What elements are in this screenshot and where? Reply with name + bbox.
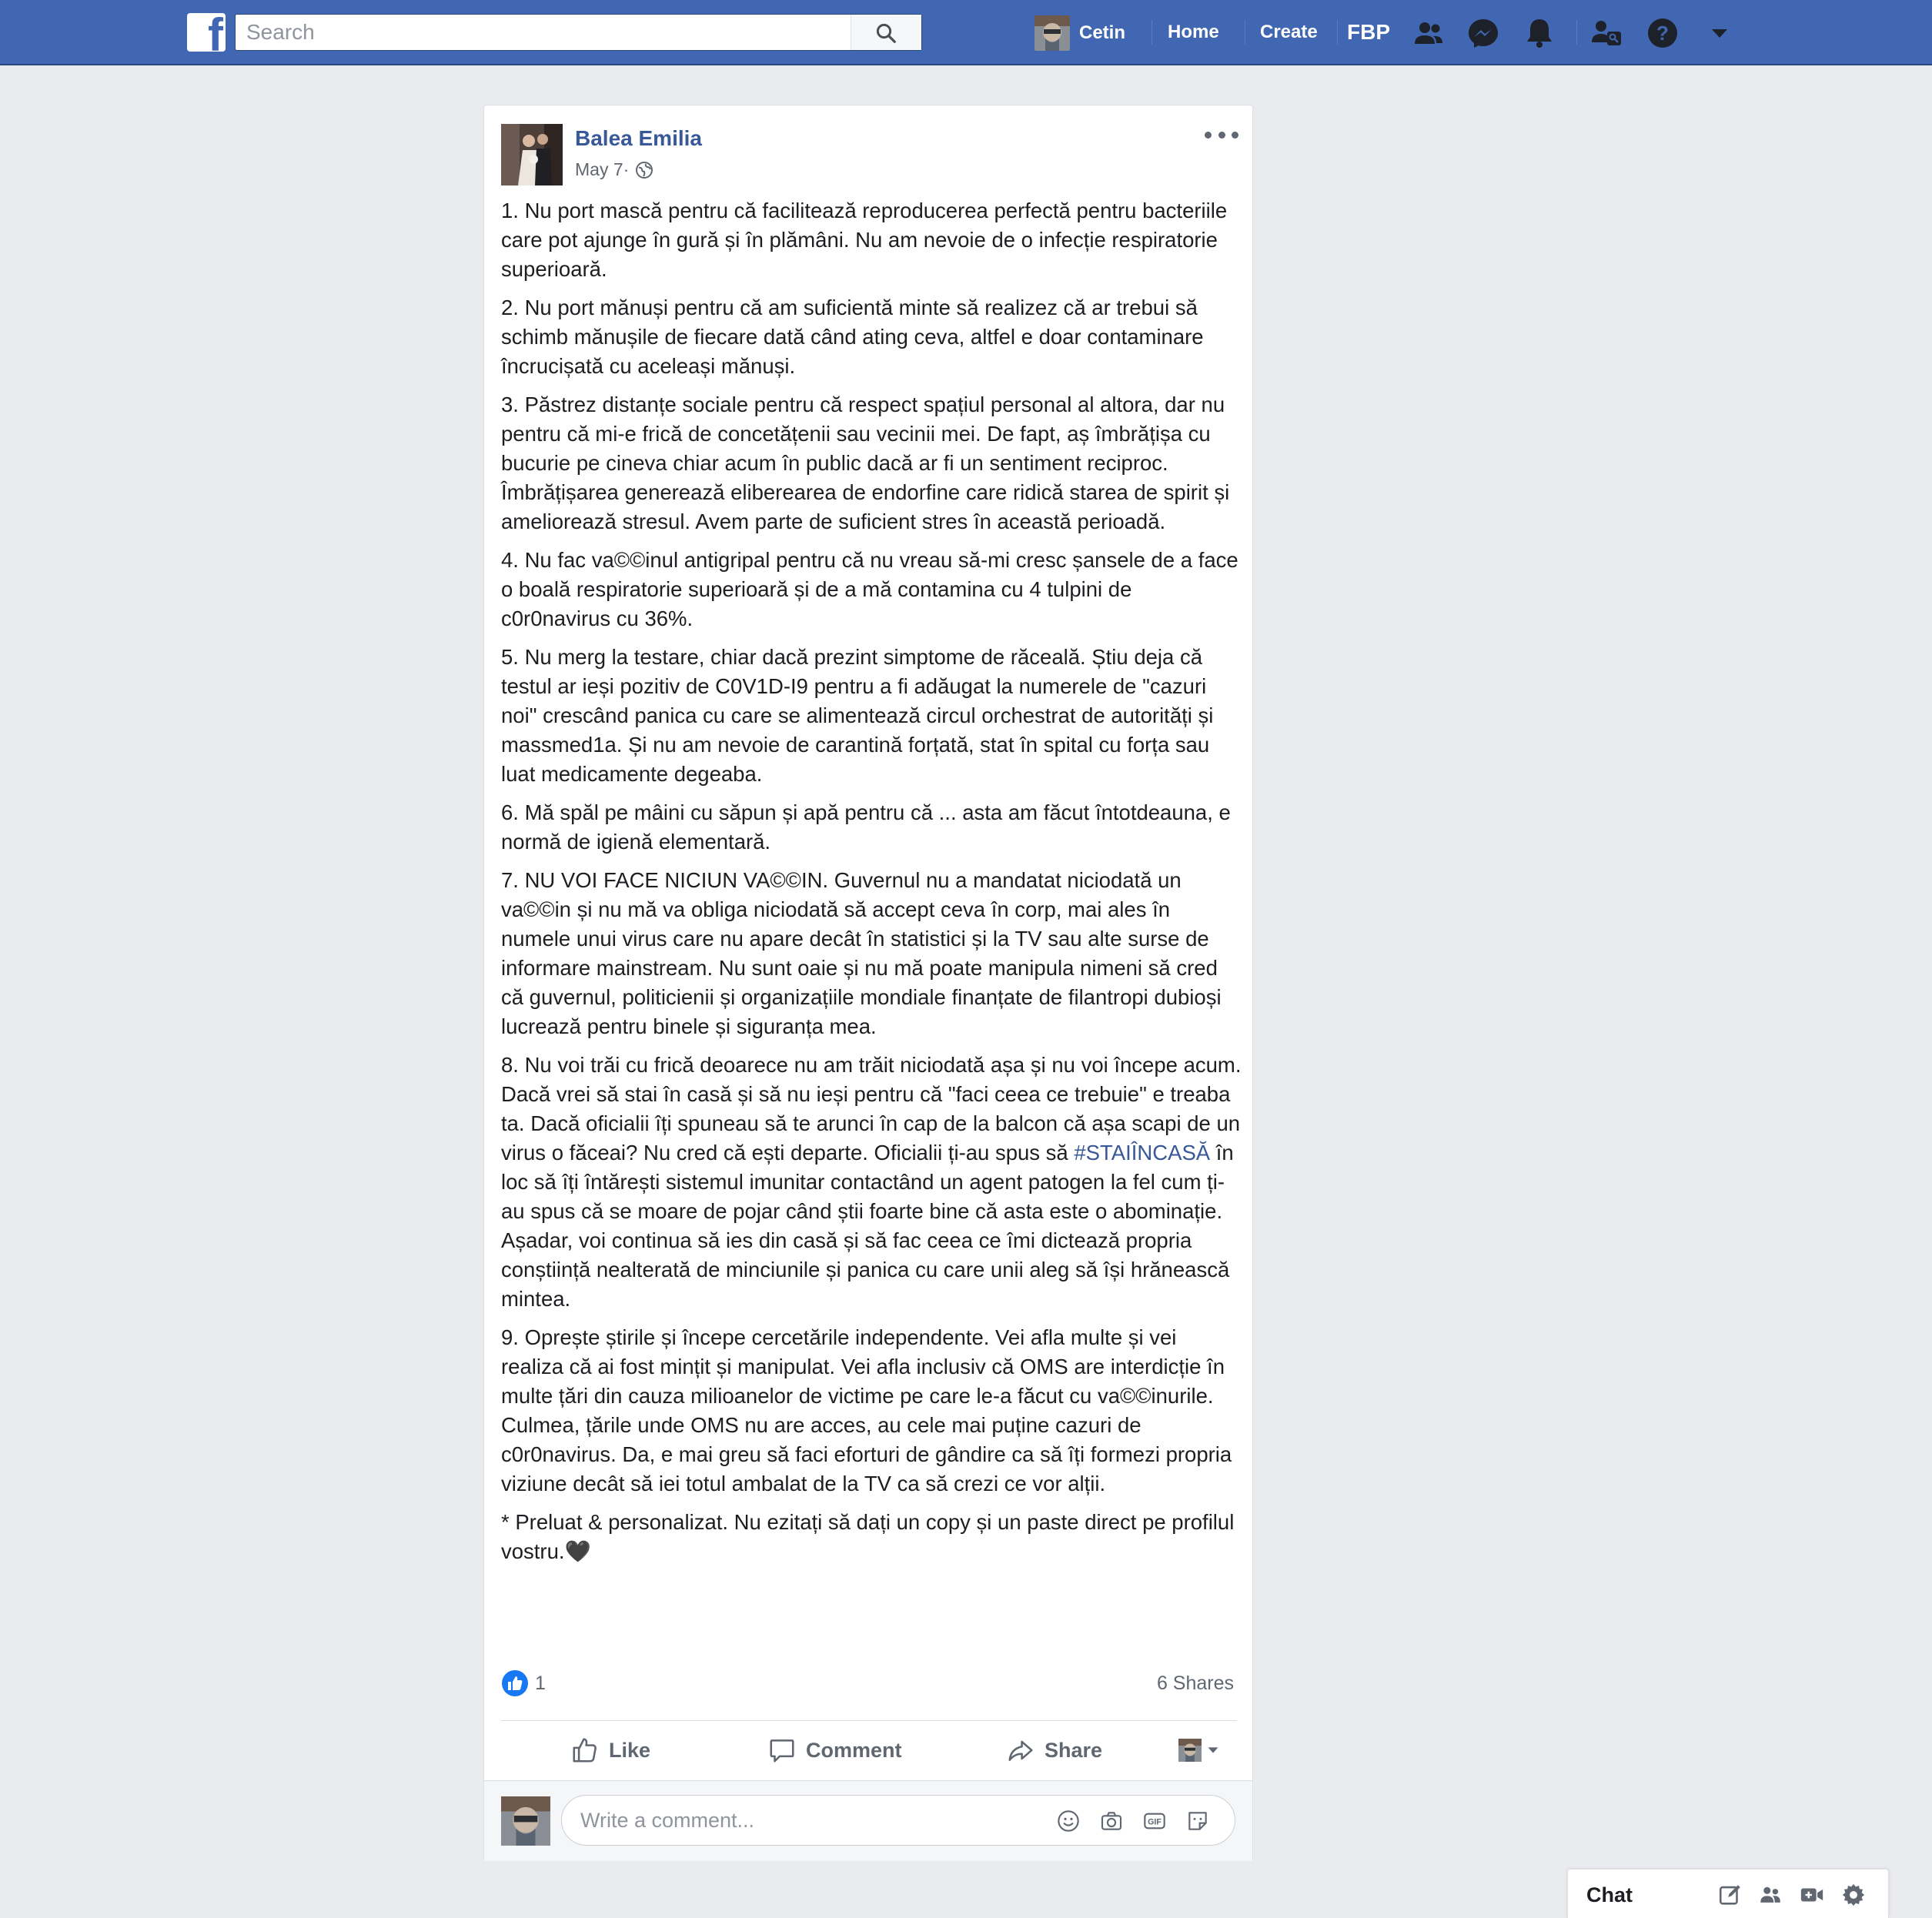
hashtag-link[interactable]: #STAIÎNCASĂ bbox=[1074, 1141, 1211, 1164]
fbp-link[interactable]: FBP bbox=[1347, 20, 1390, 44]
nav-divider bbox=[1576, 20, 1577, 45]
like-label: Like bbox=[609, 1738, 651, 1762]
post-paragraph: 3. Păstrez distanțe sociale pentru că respect spațiul personal al altora, dar nu pentru că mi-e frică de concetățenii sau vecinii mei. De fapt, aș îmbrățișa cu bucurie pe cineva chiar acum în public dacă ar fi un sentiment reciproc. Îmbrățișarea generează eliberearea de endorfine care ridică starea de spirit și ameliorează stresul. Avem parte de suficient stres în această perioadă. bbox=[501, 393, 1230, 533]
reaction-count: 1 bbox=[535, 1672, 546, 1694]
dot bbox=[1218, 132, 1225, 139]
post-paragraph bbox=[501, 1051, 1242, 1226]
user-avatar bbox=[501, 1796, 550, 1846]
post-date[interactable]: May 7 bbox=[575, 159, 623, 179]
divider bbox=[501, 1720, 1237, 1721]
create-link[interactable]: Create bbox=[1260, 22, 1318, 42]
meta-separator: · bbox=[623, 159, 630, 179]
reaction-summary[interactable] bbox=[501, 1669, 546, 1697]
friends-icon[interactable] bbox=[1410, 15, 1447, 52]
new-group-icon[interactable] bbox=[1757, 1882, 1783, 1908]
user-avatar bbox=[1178, 1739, 1202, 1762]
user-avatar bbox=[1035, 15, 1070, 51]
search-icon bbox=[874, 22, 897, 45]
post-paragraph: * Preluat & personalizat. Nu ezitați să dați un copy și un paste direct pe profilul vostru.🖤 bbox=[501, 1510, 1235, 1563]
post-paragraph: 7. NU VOI FACE NICIUN VA©©IN. Guvernul nu a mandatat niciodată un va©©in și nu mă va obliga niciodată să accept ceva în corp, mai ales în numele unui virus care nu apare decât în statistici și la TV sau alte surse de informare mainstream. Nu sunt oaie și nu mă poate manipula nimeni să cred că guvernul, politicienii și organizațiile mondiale finanțate de filantropi dubioși lucrează pentru binele și siguranța mea. bbox=[501, 868, 1222, 1038]
chevron-down-icon bbox=[1205, 1742, 1222, 1759]
svg-text:GIF: GIF bbox=[1148, 1817, 1162, 1827]
dot bbox=[1205, 132, 1212, 139]
help-icon[interactable] bbox=[1644, 15, 1681, 52]
share-icon bbox=[1006, 1736, 1035, 1765]
chat-label: Chat bbox=[1586, 1883, 1633, 1906]
gif-icon[interactable] bbox=[1142, 1809, 1167, 1833]
comment-label: Comment bbox=[806, 1738, 902, 1762]
author-avatar[interactable] bbox=[501, 124, 563, 185]
facebook-logo[interactable]: f bbox=[187, 13, 226, 52]
post-options-button[interactable] bbox=[1205, 127, 1238, 142]
user-name: Cetin bbox=[1079, 22, 1125, 43]
like-button[interactable] bbox=[570, 1731, 650, 1769]
sticker-icon[interactable] bbox=[1185, 1809, 1210, 1833]
home-link[interactable]: Home bbox=[1168, 22, 1219, 42]
comment-button[interactable] bbox=[767, 1731, 902, 1769]
post-paragraph: Așadar, voi continua să ies din casă și să fac ceea ce îmi dictează propria conștiință nealterată de minciunile și panica cu care unii aleg să își hrănească mintea. bbox=[501, 1228, 1230, 1311]
post-paragraph: 9. Oprește știrile și începe cercetările independente. Vei afla multe și vei realiza că ai fost mințit și manipulat. Vei afla inclusiv că OMS are interdicție în multe țări din cauza milioanelor de victime pe care le-a făcut cu va©©inurile. Culmea, țările unde OMS nu are acces, au cele mai puține cazuri de c0r0navirus. Da, e mai greu să faci eforturi de gândire ca să îți formezi propria viziune decât să iei totul ambalat de la TV ca să crezi ce vor alții. bbox=[501, 1325, 1232, 1495]
camera-icon[interactable] bbox=[1099, 1809, 1124, 1833]
messenger-icon[interactable] bbox=[1465, 15, 1502, 52]
share-button[interactable] bbox=[1006, 1731, 1102, 1769]
globe-icon[interactable] bbox=[635, 161, 653, 179]
video-call-icon[interactable] bbox=[1799, 1882, 1825, 1908]
search-bar bbox=[235, 14, 922, 51]
chat-bar[interactable] bbox=[1567, 1869, 1889, 1918]
post-paragraph: 4. Nu fac va©©inul antigripal pentru că nu vreau să-mi cresc șansele de a face o boală respiratorie superioară și de a mă contamina cu 4 tulpini de c0r0navirus cu 36%. bbox=[501, 548, 1238, 630]
nav-divider bbox=[1337, 20, 1338, 45]
post-paragraph: 6. Mă spăl pe mâini cu săpun și apă pentru că ... asta am făcut întotdeauna, e normă de igienă elementară. bbox=[501, 800, 1231, 854]
dot bbox=[1232, 132, 1238, 139]
like-reaction-icon bbox=[501, 1669, 529, 1697]
paragraph-text: în loc să îți întărești sistemul imunitar contactând un agent patogen la fel cum ți-au spus că se moare de pojar când știi foarte bine că asta este o abominație. bbox=[501, 1141, 1234, 1223]
top-navigation-bar bbox=[0, 0, 1932, 65]
comment-icon bbox=[767, 1736, 797, 1765]
account-menu-icon[interactable] bbox=[1701, 15, 1738, 52]
search-button[interactable] bbox=[851, 15, 921, 50]
post-card bbox=[483, 105, 1253, 1861]
comment-input[interactable] bbox=[580, 1796, 1042, 1845]
author-name[interactable]: Balea Emilia bbox=[575, 126, 702, 150]
notifications-icon[interactable] bbox=[1521, 15, 1558, 52]
emoji-icon[interactable] bbox=[1056, 1809, 1081, 1833]
comment-input-box bbox=[561, 1795, 1235, 1846]
post-meta bbox=[575, 159, 653, 180]
find-friends-icon[interactable] bbox=[1589, 15, 1626, 52]
paragraph-text: 8. Nu voi trăi cu frică deoarece nu am trăit niciodată așa și nu voi începe acum. Dacă vrei să stai în casă și să nu ieși pentru că "faci ceea ce trebuie" e treaba ta. Dacă oficialii îți spuneau să te arunci în cap de la balcon că așa scapi de un virus o făceai? Nu cred că ești departe. Oficialii ți-au spus să bbox=[501, 1053, 1242, 1164]
post-body bbox=[501, 196, 1242, 1576]
share-as-selector[interactable] bbox=[1178, 1739, 1222, 1762]
svg-text:?: ? bbox=[1656, 22, 1669, 45]
post-paragraph: 2. Nu port mănuși pentru că am suficientă minte să realizez că ar trebui să schimb mănușile de fiecare dată când ating ceva, altfel e doar contaminare încrucișată cu aceleași mănuși. bbox=[501, 296, 1204, 378]
new-message-icon[interactable] bbox=[1717, 1882, 1743, 1908]
post-paragraph: 1. Nu port mască pentru că facilitează reproducerea perfectă pentru bacteriile care pot ajunge în gură și în plămâni. Nu am nevoie de o infecție respiratorie superioară. bbox=[501, 199, 1228, 281]
comment-composer bbox=[484, 1781, 1252, 1861]
share-label: Share bbox=[1045, 1738, 1103, 1762]
settings-icon[interactable] bbox=[1840, 1882, 1867, 1908]
thumbs-up-icon bbox=[570, 1736, 600, 1765]
post-paragraph: 5. Nu merg la testare, chiar dacă prezint simptome de răceală. Știu deja că testul ar ieși pozitiv de C0V1D-I9 pentru a fi adăugat la numerele de "cazuri noi" crescând panica cu care se alimentează circul orchestrat de autorități și massmed1a. Și nu am nevoie de carantină forțată, stat în spital cu forța sau luat medicamente degeaba. bbox=[501, 645, 1214, 786]
share-count[interactable]: 6 Shares bbox=[1156, 1672, 1234, 1694]
profile-link[interactable] bbox=[1035, 15, 1125, 51]
search-input[interactable] bbox=[246, 15, 847, 50]
